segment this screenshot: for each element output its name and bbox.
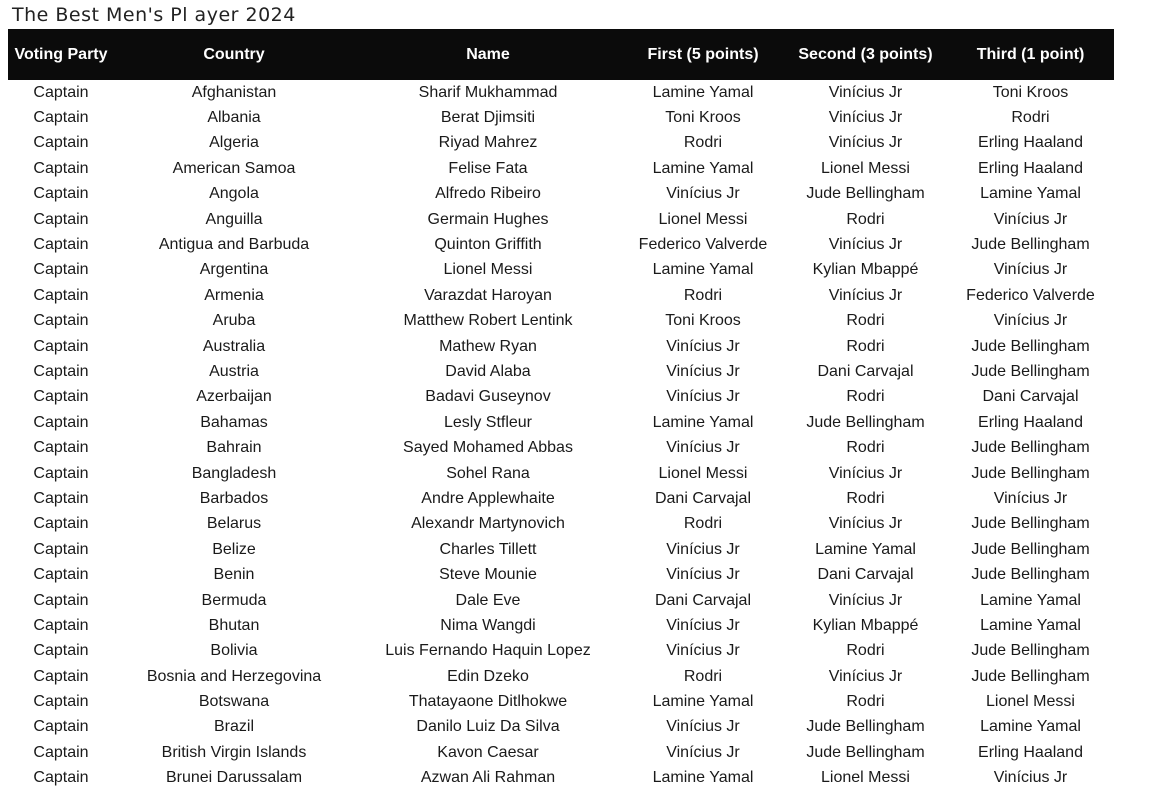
name-cell: Sohel Rana <box>446 464 530 482</box>
table-row <box>8 410 1114 435</box>
third-choice-cell: Federico Valverde <box>966 286 1095 304</box>
country-cell: Albania <box>207 109 261 127</box>
country-cell: Belize <box>212 540 256 558</box>
name-cell: Quinton Griffith <box>434 236 542 254</box>
country-cell: Benin <box>213 566 255 584</box>
first-choice-cell: Lamine Yamal <box>652 261 754 279</box>
country-cell: Belarus <box>206 515 262 533</box>
name-cell: Kavon Caesar <box>437 743 539 761</box>
first-choice-cell: Lamine Yamal <box>652 83 754 101</box>
third-choice-cell: Erling Haaland <box>978 743 1083 761</box>
first-choice-cell: Lamine Yamal <box>652 769 754 787</box>
third-choice-cell: Vinícius Jr <box>993 769 1068 787</box>
second-choice-cell: Rodri <box>846 388 885 406</box>
third-choice-cell: Vinícius Jr <box>993 261 1068 279</box>
first-choice-cell: Toni Kroos <box>665 109 741 127</box>
voting-party-cell: Captain <box>33 769 89 787</box>
voting-party-cell: Captain <box>33 286 89 304</box>
table-row <box>8 740 1114 765</box>
voting-party-cell: Captain <box>33 337 89 355</box>
voting-party-cell: Captain <box>33 591 89 609</box>
column-header-third: Third (1 point) <box>976 45 1085 63</box>
third-choice-cell: Erling Haaland <box>978 134 1083 152</box>
country-cell: Australia <box>202 337 266 355</box>
country-cell: Aruba <box>212 312 256 330</box>
voting-party-cell: Captain <box>33 667 89 685</box>
voting-party-cell: Captain <box>33 83 89 101</box>
voting-party-cell: Captain <box>33 388 89 406</box>
table-row <box>8 105 1114 130</box>
name-cell: Berat Djimsiti <box>440 109 536 127</box>
first-choice-cell: Vinícius Jr <box>666 439 740 457</box>
second-choice-cell: Jude Bellingham <box>806 743 925 761</box>
third-choice-cell: Rodri <box>1011 109 1050 127</box>
table-row <box>8 207 1114 232</box>
second-choice-cell: Lionel Messi <box>821 159 910 177</box>
country-cell: Antigua and Barbuda <box>158 236 310 254</box>
third-choice-cell: Lamine Yamal <box>980 591 1081 609</box>
voting-party-cell: Captain <box>33 616 89 634</box>
second-choice-cell: Rodri <box>846 642 885 660</box>
header-row <box>8 29 1114 80</box>
first-choice-cell: Vinícius Jr <box>666 185 740 203</box>
name-cell: Riyad Mahrez <box>438 134 538 152</box>
country-cell: Bahamas <box>200 413 268 431</box>
name-cell: Nima Wangdi <box>440 616 536 634</box>
second-choice-cell: Vinícius Jr <box>828 83 903 101</box>
voting-party-cell: Captain <box>33 439 89 457</box>
first-choice-cell: Vinícius Jr <box>666 566 740 584</box>
country-cell: American Samoa <box>172 159 296 177</box>
third-choice-cell: Vinícius Jr <box>993 489 1068 507</box>
first-choice-cell: Lionel Messi <box>658 464 748 482</box>
third-choice-cell: Jude Bellingham <box>971 236 1090 254</box>
table-body <box>8 80 1114 791</box>
voting-party-cell: Captain <box>33 185 89 203</box>
second-choice-cell: Vinícius Jr <box>828 109 903 127</box>
table-row <box>8 664 1114 689</box>
table-row <box>8 334 1114 359</box>
second-choice-cell: Jude Bellingham <box>806 185 925 203</box>
voting-party-cell: Captain <box>33 362 89 380</box>
name-cell: Sharif Mukhammad <box>418 83 558 101</box>
voting-party-cell: Captain <box>33 312 89 330</box>
second-choice-cell: Vinícius Jr <box>828 134 903 152</box>
voting-party-cell: Captain <box>33 134 89 152</box>
country-cell: Anguilla <box>205 210 263 228</box>
country-cell: Armenia <box>204 286 264 304</box>
second-choice-cell: Vinícius Jr <box>828 591 903 609</box>
second-choice-cell: Vinícius Jr <box>828 515 903 533</box>
name-cell: Thatayaone Ditlhokwe <box>408 693 568 711</box>
voting-party-cell: Captain <box>33 489 89 507</box>
second-choice-cell: Jude Bellingham <box>806 718 925 736</box>
third-choice-cell: Erling Haaland <box>978 413 1083 431</box>
second-choice-cell: Vinícius Jr <box>828 286 903 304</box>
name-cell: Edin Dzeko <box>447 667 529 685</box>
column-header-first: First (5 points) <box>647 45 759 63</box>
table-row <box>8 283 1114 308</box>
voting-party-cell: Captain <box>33 159 89 177</box>
first-choice-cell: Vinícius Jr <box>666 540 740 558</box>
name-cell: Germain Hughes <box>427 210 549 228</box>
first-choice-cell: Vinícius Jr <box>666 362 740 380</box>
country-cell: Algeria <box>209 134 259 152</box>
first-choice-cell: Vinícius Jr <box>666 337 740 355</box>
first-choice-cell: Vinícius Jr <box>666 743 740 761</box>
name-cell: Felise Fata <box>448 159 528 177</box>
second-choice-cell: Kylian Mbappé <box>812 616 919 634</box>
country-cell: British Virgin Islands <box>161 743 307 761</box>
second-choice-cell: Rodri <box>846 337 885 355</box>
second-choice-cell: Rodri <box>846 210 885 228</box>
third-choice-cell: Lamine Yamal <box>980 718 1081 736</box>
first-choice-cell: Dani Carvajal <box>654 591 752 609</box>
name-cell: Varazdat Haroyan <box>424 286 552 304</box>
country-cell: Brazil <box>213 718 254 736</box>
voting-party-cell: Captain <box>33 743 89 761</box>
name-cell: David Alaba <box>445 362 531 380</box>
name-cell: Charles Tillett <box>439 540 537 558</box>
table-row <box>8 613 1114 638</box>
table-row <box>8 258 1114 283</box>
column-header-second: Second (3 points) <box>798 45 933 63</box>
table-row <box>8 766 1114 791</box>
second-choice-cell: Dani Carvajal <box>817 566 914 584</box>
name-cell: Danilo Luiz Da Silva <box>416 718 560 736</box>
second-choice-cell: Rodri <box>846 439 885 457</box>
name-cell: Badavi Guseynov <box>425 388 551 406</box>
first-choice-cell: Lamine Yamal <box>652 413 754 431</box>
voting-party-cell: Captain <box>33 413 89 431</box>
third-choice-cell: Jude Bellingham <box>971 464 1090 482</box>
first-choice-cell: Vinícius Jr <box>666 642 740 660</box>
table-row <box>8 512 1114 537</box>
table-row <box>8 588 1114 613</box>
column-header-name: Name <box>466 45 510 63</box>
country-cell: Angola <box>209 185 259 203</box>
table-row <box>8 309 1114 334</box>
first-choice-cell: Dani Carvajal <box>654 489 752 507</box>
second-choice-cell: Rodri <box>846 489 885 507</box>
third-choice-cell: Vinícius Jr <box>993 210 1068 228</box>
country-cell: Barbados <box>199 489 269 507</box>
name-cell: Lesly Stfleur <box>443 413 533 431</box>
first-choice-cell: Lionel Messi <box>658 210 748 228</box>
table-row <box>8 80 1114 105</box>
second-choice-cell: Rodri <box>846 312 885 330</box>
voting-party-cell: Captain <box>33 261 89 279</box>
third-choice-cell: Jude Bellingham <box>971 540 1090 558</box>
table-row <box>8 537 1114 562</box>
country-cell: Bahrain <box>206 439 262 457</box>
table-row <box>8 639 1114 664</box>
country-cell: Argentina <box>199 261 269 279</box>
voting-party-cell: Captain <box>33 515 89 533</box>
table-row <box>8 461 1114 486</box>
second-choice-cell: Vinícius Jr <box>828 236 903 254</box>
first-choice-cell: Lamine Yamal <box>652 693 754 711</box>
third-choice-cell: Toni Kroos <box>992 83 1069 101</box>
table-row <box>8 156 1114 181</box>
voting-party-cell: Captain <box>33 566 89 584</box>
table-row <box>8 182 1114 207</box>
voting-party-cell: Captain <box>33 464 89 482</box>
third-choice-cell: Vinícius Jr <box>993 312 1068 330</box>
third-choice-cell: Lamine Yamal <box>980 185 1081 203</box>
first-choice-cell: Rodri <box>683 667 723 685</box>
table-row <box>8 486 1114 511</box>
country-cell: Afghanistan <box>191 83 277 101</box>
country-cell: Bhutan <box>208 616 260 634</box>
second-choice-cell: Lionel Messi <box>821 769 910 787</box>
third-choice-cell: Lamine Yamal <box>980 616 1081 634</box>
voting-party-cell: Captain <box>33 540 89 558</box>
second-choice-cell: Lamine Yamal <box>815 540 916 558</box>
second-choice-cell: Vinícius Jr <box>828 464 903 482</box>
second-choice-cell: Kylian Mbappé <box>812 261 919 279</box>
first-choice-cell: Vinícius Jr <box>666 388 740 406</box>
country-cell: Bangladesh <box>191 464 277 482</box>
third-choice-cell: Jude Bellingham <box>971 667 1090 685</box>
country-cell: Botswana <box>198 693 270 711</box>
table-row <box>8 435 1114 460</box>
country-cell: Brunei Darussalam <box>165 769 303 787</box>
first-choice-cell: Rodri <box>683 515 723 533</box>
first-choice-cell: Rodri <box>683 134 723 152</box>
third-choice-cell: Jude Bellingham <box>971 439 1090 457</box>
second-choice-cell: Dani Carvajal <box>817 362 914 380</box>
name-cell: Matthew Robert Lentink <box>403 312 573 330</box>
name-cell: Dale Eve <box>455 591 521 609</box>
name-cell: Alexandr Martynovich <box>411 515 565 533</box>
country-cell: Austria <box>209 362 259 380</box>
second-choice-cell: Rodri <box>846 693 885 711</box>
name-cell: Mathew Ryan <box>439 337 537 355</box>
first-choice-cell: Vinícius Jr <box>666 616 740 634</box>
name-cell: Andre Applewhaite <box>421 489 555 507</box>
third-choice-cell: Jude Bellingham <box>971 642 1090 660</box>
third-choice-cell: Erling Haaland <box>978 159 1083 177</box>
voting-party-cell: Captain <box>33 693 89 711</box>
first-choice-cell: Federico Valverde <box>638 236 768 254</box>
table-row <box>8 385 1114 410</box>
third-choice-cell: Jude Bellingham <box>971 515 1090 533</box>
column-header-country: Country <box>203 45 265 63</box>
voting-party-cell: Captain <box>33 718 89 736</box>
voting-party-cell: Captain <box>33 109 89 127</box>
second-choice-cell: Jude Bellingham <box>806 413 925 431</box>
name-cell: Sayed Mohamed Abbas <box>403 439 573 457</box>
name-cell: Steve Mounie <box>439 566 537 584</box>
third-choice-cell: Dani Carvajal <box>982 388 1079 406</box>
second-choice-cell: Vinícius Jr <box>828 667 903 685</box>
voting-party-cell: Captain <box>33 236 89 254</box>
table-row <box>8 562 1114 587</box>
name-cell: Lionel Messi <box>443 261 533 279</box>
first-choice-cell: Vinícius Jr <box>666 718 740 736</box>
country-cell: Bermuda <box>201 591 267 609</box>
table-row <box>8 232 1114 257</box>
table-row <box>8 715 1114 740</box>
name-cell: Azwan Ali Rahman <box>420 769 556 787</box>
voting-party-cell: Captain <box>33 642 89 660</box>
third-choice-cell: Jude Bellingham <box>971 337 1090 355</box>
page-title: The Best Men's Pl ayer 2024 <box>12 4 296 26</box>
table-row <box>8 131 1114 156</box>
table-row <box>8 359 1114 384</box>
table-row <box>8 689 1114 714</box>
country-cell: Bolivia <box>210 642 258 660</box>
voting-table <box>8 29 1114 791</box>
first-choice-cell: Toni Kroos <box>665 312 741 330</box>
third-choice-cell: Lionel Messi <box>986 693 1075 711</box>
column-header-voting-party: Voting Party <box>14 45 108 63</box>
voting-party-cell: Captain <box>33 210 89 228</box>
name-cell: Luis Fernando Haquin Lopez <box>385 642 591 660</box>
name-cell: Alfredo Ribeiro <box>435 185 541 203</box>
third-choice-cell: Jude Bellingham <box>971 566 1090 584</box>
first-choice-cell: Rodri <box>683 286 723 304</box>
first-choice-cell: Lamine Yamal <box>652 159 754 177</box>
country-cell: Azerbaijan <box>196 388 272 406</box>
country-cell: Bosnia and Herzegovina <box>146 667 322 685</box>
third-choice-cell: Jude Bellingham <box>971 362 1090 380</box>
